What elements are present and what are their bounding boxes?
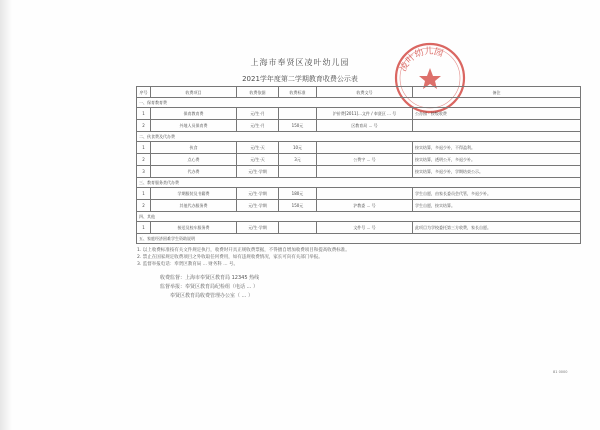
cell-basis: 元/生·月 — [237, 108, 279, 120]
note-line: 2. 禁止在国家规定收费项目之外收取任何费用，如有违规收费情况，家长可向有关部门举报。 — [137, 255, 323, 260]
cell-item: 保育教育费 — [151, 108, 237, 120]
table-row — [137, 154, 581, 166]
cell-std: 150元 — [279, 120, 317, 132]
cell-no: 2 — [137, 200, 151, 212]
column-header: 备注 — [413, 87, 581, 98]
cell-no: 1 — [137, 142, 151, 154]
cell-doc: 公费字 ... 号 — [317, 154, 413, 166]
column-header: 收费项目 — [151, 87, 237, 98]
footer-line: 收费监督：上海市奉贤区教育局 12345 热线 — [160, 275, 260, 281]
cell-basis: 元/生·学期 — [237, 200, 279, 212]
section-row — [137, 178, 581, 188]
cell-basis: 元/生·天 — [237, 154, 279, 166]
cell-no: 3 — [137, 166, 151, 178]
cell-no: 1 — [137, 222, 151, 234]
table-row — [137, 200, 581, 212]
cell-doc: 沪价费[2011]...文件 / 奉贤区 ... 号 — [317, 108, 413, 120]
cell-note — [413, 120, 581, 132]
cell-doc: 文件号 ... 号 — [317, 222, 413, 234]
cell-no: 2 — [137, 120, 151, 132]
cell-note: 按实结算，多退少补，不得盈利。 — [413, 142, 581, 154]
footer-line: 奉贤区教育局收费管理办公室（ ... ） — [170, 293, 253, 299]
cell-basis: 元/生·学期 — [237, 222, 279, 234]
cell-note: 此项目为学校委托第三方收费，家长自愿。 — [413, 222, 581, 234]
seal-text: 凌叶幼儿园 — [398, 46, 445, 74]
cell-note: 按实结算，透明公开，多退少补。 — [413, 154, 581, 166]
cell-std — [279, 108, 317, 120]
table-row — [137, 120, 581, 132]
cell-note: 公办园 · 按级收费 — [413, 108, 581, 120]
section-row — [137, 132, 581, 142]
svg-text:凌叶幼儿园 — [397, 45, 445, 73]
section-title: 五、家庭经济困难学生资助说明 — [137, 234, 581, 244]
school-title: 上海市奉贤区凌叶幼儿园 — [250, 58, 350, 67]
column-header: 收费文号 — [317, 87, 413, 98]
cell-item: 伙食 — [151, 142, 237, 154]
cell-std: 180元 — [279, 188, 317, 200]
cell-item: 其他代办服务费 — [151, 200, 237, 212]
section-title: 三、教育服务类代办费 — [137, 178, 581, 188]
table-row — [137, 166, 581, 178]
column-header: 收费依据 — [237, 87, 279, 98]
table-row — [137, 142, 581, 154]
cell-std: 10元 — [279, 142, 317, 154]
cell-basis: 元/生·学期 — [237, 188, 279, 200]
cell-std — [279, 222, 317, 234]
cell-std: 3元 — [279, 154, 317, 166]
fee-table — [136, 86, 581, 244]
cell-item: 接送及校车服务费 — [151, 222, 237, 234]
note-line: 3. 监督举报电话：奉贤区教育局 ... 财务科 ... 号。 — [137, 262, 239, 267]
cell-no: 2 — [137, 154, 151, 166]
section-title: 一、保育教育费 — [137, 98, 581, 108]
cell-item: 学期服装及书籍费 — [151, 188, 237, 200]
cell-item: 代办费 — [151, 166, 237, 178]
section-row — [137, 98, 581, 108]
column-header: 序号 — [137, 87, 151, 98]
cell-item: 外地人员保育费 — [151, 120, 237, 132]
cell-no: 1 — [137, 188, 151, 200]
document-code: 81 0000 — [553, 370, 568, 374]
table-body — [137, 98, 581, 244]
section-row — [137, 234, 581, 244]
table-row — [137, 108, 581, 120]
cell-note: 按实结算，多退少补，学期结束公示。 — [413, 166, 581, 178]
cell-note: 学生自愿，由家长委员会代管，多退少补。 — [413, 188, 581, 200]
column-header: 收费标准 — [279, 87, 317, 98]
note-line: 1. 以上收费标准按有关文件规定执行，收费时开具正规收费票据，不得擅自增加收费项目和提高收费标准。 — [137, 248, 350, 253]
section-title: 四、其他 — [137, 212, 581, 222]
table-row — [137, 222, 581, 234]
cell-std — [279, 166, 317, 178]
section-row — [137, 212, 581, 222]
cell-doc — [317, 188, 413, 200]
cell-no: 1 — [137, 108, 151, 120]
table-row — [137, 188, 581, 200]
cell-doc — [317, 142, 413, 154]
table-header-row — [137, 87, 581, 98]
cell-doc: 区教育局 ... 号 — [317, 120, 413, 132]
document-subtitle: 2021学年度第二学期教育收费公示表 — [242, 75, 358, 83]
cell-basis: 元/生·月 — [237, 120, 279, 132]
cell-basis: 元/生·天 — [237, 142, 279, 154]
footer-line: 监督举报：奉贤区教育局纪检组（电话 ... ） — [160, 284, 258, 290]
cell-basis: 元/生·学期 — [237, 166, 279, 178]
cell-item: 点心费 — [151, 154, 237, 166]
section-title: 二、伙食费及代办费 — [137, 132, 581, 142]
cell-doc: 沪教委 ... 号 — [317, 200, 413, 212]
cell-std: 150元 — [279, 200, 317, 212]
cell-note: 学生自愿，按实结算。 — [413, 200, 581, 212]
cell-doc — [317, 166, 413, 178]
